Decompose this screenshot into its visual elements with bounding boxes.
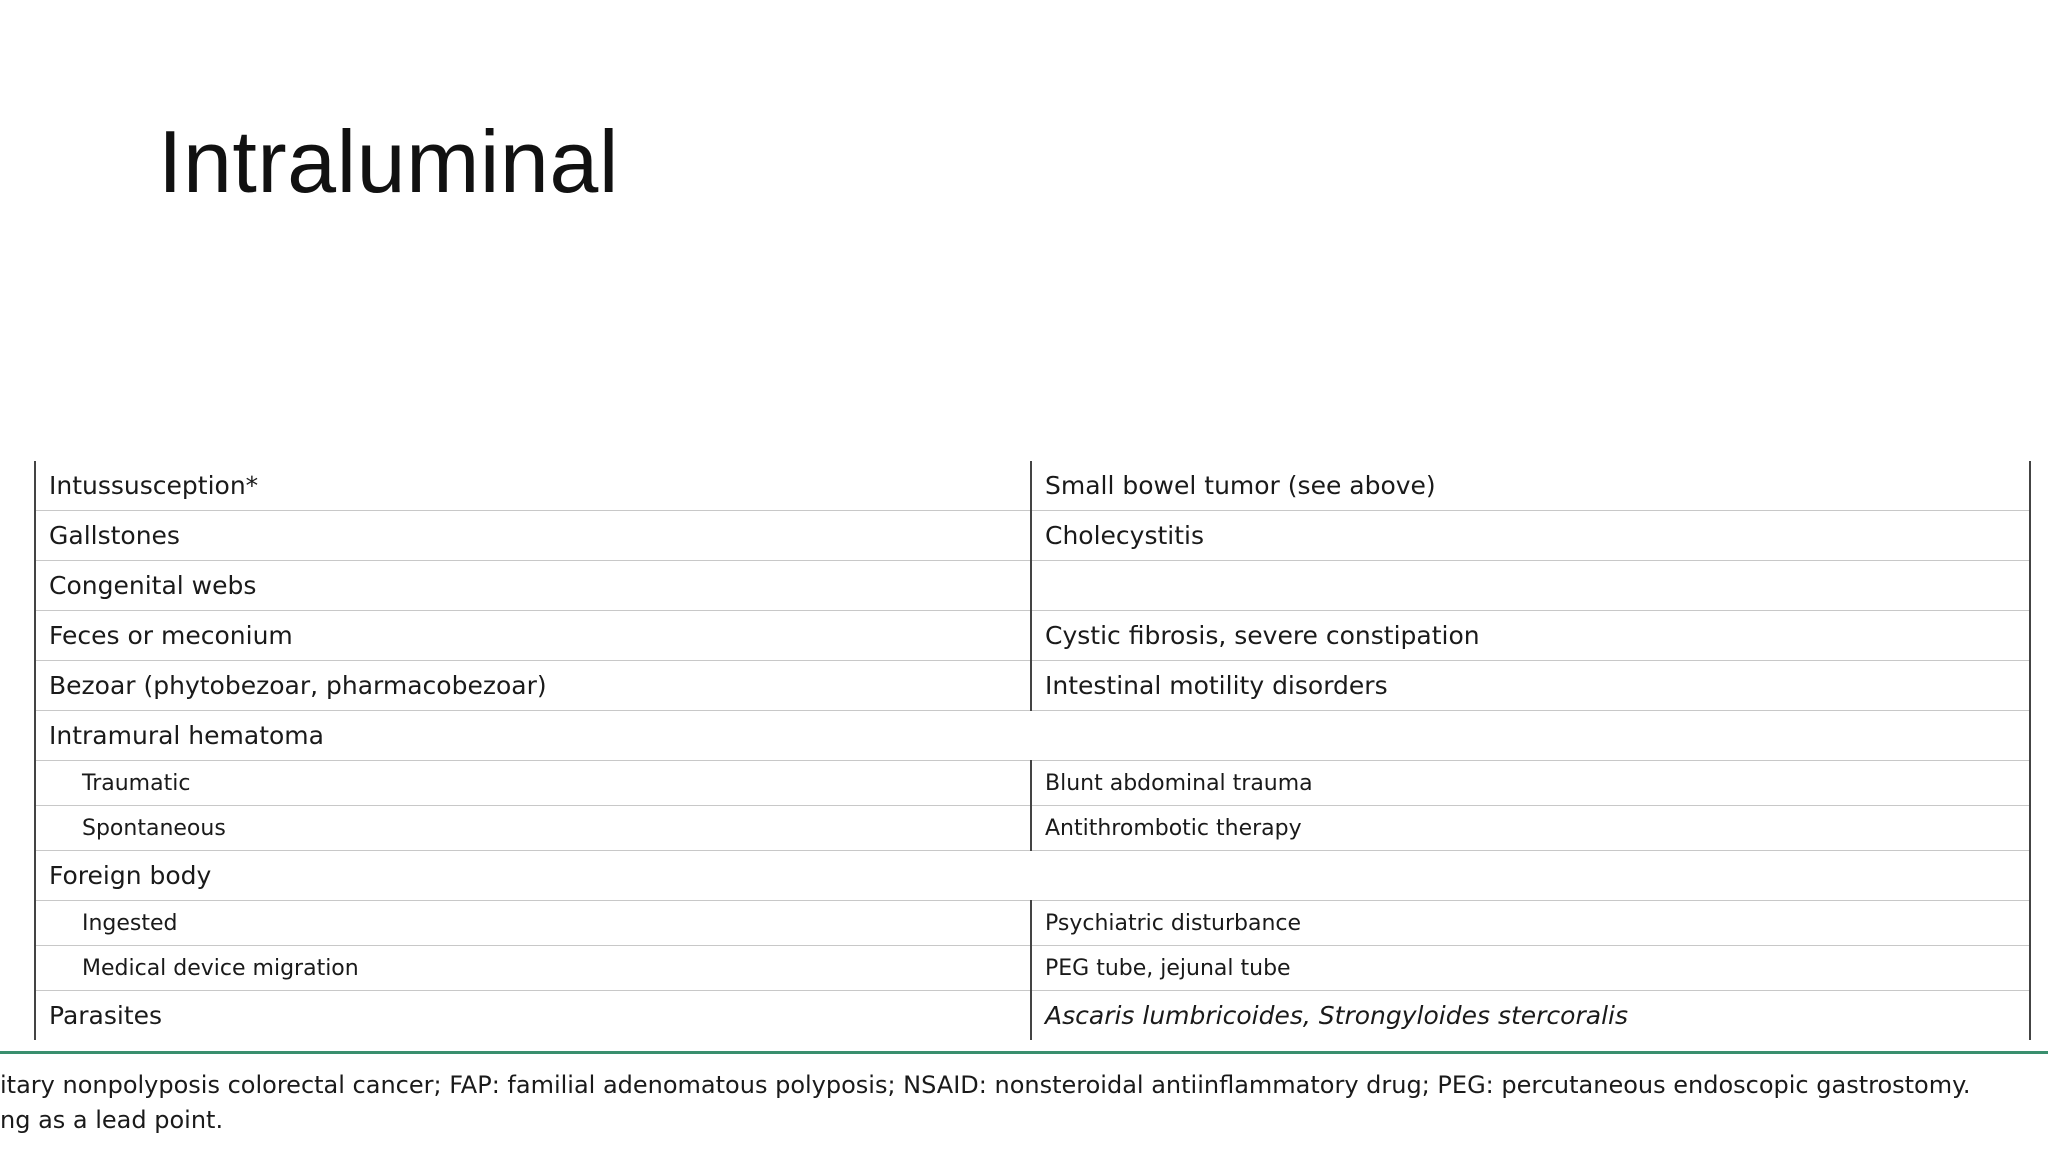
table-subrow bbox=[35, 806, 2030, 851]
table-row bbox=[35, 511, 2030, 561]
context-cell: Intestinal motility disorders bbox=[1031, 661, 2030, 711]
context-cell: Antithrombotic therapy bbox=[1031, 806, 2030, 851]
cause-cell: Gallstones bbox=[35, 511, 1031, 561]
context-cell bbox=[1031, 561, 2030, 611]
context-cell: Small bowel tumor (see above) bbox=[1031, 461, 2030, 511]
context-cell: PEG tube, jejunal tube bbox=[1031, 946, 2030, 991]
table-row bbox=[35, 461, 2030, 511]
table-container bbox=[34, 461, 2029, 1040]
cause-cell: Intussusception* bbox=[35, 461, 1031, 511]
slide-title: Intraluminal bbox=[158, 112, 619, 211]
section-header-cell: Intramural hematoma bbox=[35, 711, 2030, 761]
footnote-line: itary nonpolyposis colorectal cancer; FAP: familial adenomatous polyposis; NSAID: nonsteroidal antiinflammatory drug; PEG: percutaneous endoscopic gastrostomy. bbox=[0, 1071, 1971, 1099]
table-row bbox=[35, 991, 2030, 1041]
cause-cell: Medical device migration bbox=[35, 946, 1031, 991]
cause-cell: Bezoar (phytobezoar, pharmacobezoar) bbox=[35, 661, 1031, 711]
table-row bbox=[35, 561, 2030, 611]
table-subrow bbox=[35, 946, 2030, 991]
cause-cell: Ingested bbox=[35, 901, 1031, 946]
cause-cell: Spontaneous bbox=[35, 806, 1031, 851]
table-row bbox=[35, 611, 2030, 661]
context-cell: Ascaris lumbricoides, Strongyloides stercoralis bbox=[1031, 991, 2030, 1041]
causes-table bbox=[34, 461, 2031, 1040]
footnote-line: ng as a lead point. bbox=[0, 1106, 224, 1134]
table-section-row bbox=[35, 851, 2030, 901]
cause-cell: Parasites bbox=[35, 991, 1031, 1041]
cause-cell: Congenital webs bbox=[35, 561, 1031, 611]
context-cell: Cholecystitis bbox=[1031, 511, 2030, 561]
section-header-cell: Foreign body bbox=[35, 851, 2030, 901]
table-section-row bbox=[35, 711, 2030, 761]
context-cell: Blunt abdominal trauma bbox=[1031, 761, 2030, 806]
table-subrow bbox=[35, 901, 2030, 946]
cause-cell: Traumatic bbox=[35, 761, 1031, 806]
footnote bbox=[0, 1068, 2048, 1138]
cause-cell: Feces or meconium bbox=[35, 611, 1031, 661]
table-subrow bbox=[35, 761, 2030, 806]
table-row bbox=[35, 661, 2030, 711]
context-cell: Psychiatric disturbance bbox=[1031, 901, 2030, 946]
table-bottom-rule bbox=[0, 1051, 2048, 1054]
context-cell: Cystic fibrosis, severe constipation bbox=[1031, 611, 2030, 661]
